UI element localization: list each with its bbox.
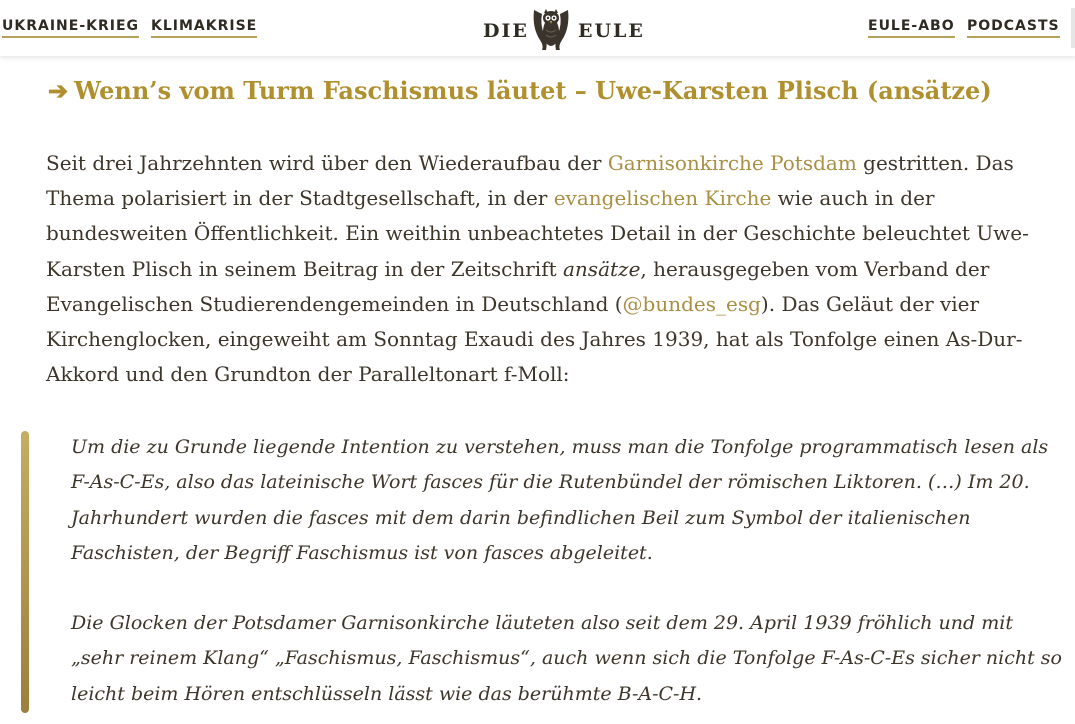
intro-text: wie auch in der bundesweiten Öffentlichkeit. Ein weithin unbeachtetes Detail in der Geschichte beleuchtet Uwe-Karsten Plisch in seinem Beitrag in der Zeitschrift — [46, 186, 1029, 281]
link-evangelische-kirche[interactable]: evangelischen Kirche — [553, 186, 772, 211]
intro-text: ). Das Geläut der vier Kirchenglocken, eingeweiht am Sonntag Exaudi des Jahres 1939, hat als Tonfolge einen As-Dur-Akkord und den Grundton der Paralleltonart f-Moll: — [46, 291, 1023, 387]
scrollbar[interactable] — [1071, 8, 1075, 48]
site-header — [0, 0, 1075, 56]
logo-text-die: DIE — [483, 20, 529, 42]
nav-ukraine-krieg[interactable]: UKRAINE-KRIEG — [2, 18, 139, 38]
link-bundes-esg[interactable]: @bundes_esg — [622, 291, 761, 316]
article-headline[interactable] — [48, 76, 1048, 105]
blockquote-bar — [21, 431, 29, 713]
link-garnisonkirche[interactable]: Garnisonkirche Potsdam — [607, 151, 857, 175]
logo-text-eule: EULE — [578, 20, 645, 42]
arrow-right-icon: ➔ — [48, 76, 69, 105]
intro-text: Seit drei Jahrzehnten wird über den Wiederaufbau der — [46, 151, 608, 175]
journal-name: ansätze — [563, 256, 641, 281]
blockquote — [71, 430, 1071, 712]
intro-paragraph — [46, 146, 1056, 392]
nav-podcasts[interactable]: PODCASTS — [967, 18, 1060, 38]
nav-eule-abo[interactable]: EULE-ABO — [868, 18, 955, 38]
quote-paragraph: Die Glocken der Potsdamer Garnisonkirche läuteten also seit dem 29. April 1939 fröhlich und mit „sehr reinem Klang“ „Faschismus, Faschismus“, auch wenn sich die Tonfolge F-As-C-Es sicher nicht so leicht beim Hören entschlüsseln lässt wie das berühmte B-A-C-H. — [71, 612, 1062, 705]
headline-text: Wenn’s vom Turm Faschismus läutet – Uwe-Karsten Plisch (ansätze) — [74, 76, 992, 105]
owl-icon — [530, 6, 572, 52]
quote-paragraph: Um die zu Grunde liegende Intention zu verstehen, muss man die Tonfolge programmatisch lesen als F-As-C-Es, also das lateinische Wort fasces für die Rutenbündel der römischen Liktoren. (…) Im 20. Jahrhundert wurden die fasces mit dem darin befindlichen Beil zum Symbol der italienischen Faschisten, der Begriff Faschismus ist von fasces abgeleitet. — [71, 436, 1049, 564]
intro-text: gestritten. Das Thema polarisiert in der Stadtgesellschaft, in der — [46, 151, 1014, 211]
nav-klimakrise[interactable]: KLIMAKRISE — [151, 18, 257, 38]
intro-text: , herausgegeben vom Verband der Evangelischen Studierendengemeinden in Deutschland ( — [46, 256, 990, 316]
site-logo[interactable] — [480, 6, 645, 52]
